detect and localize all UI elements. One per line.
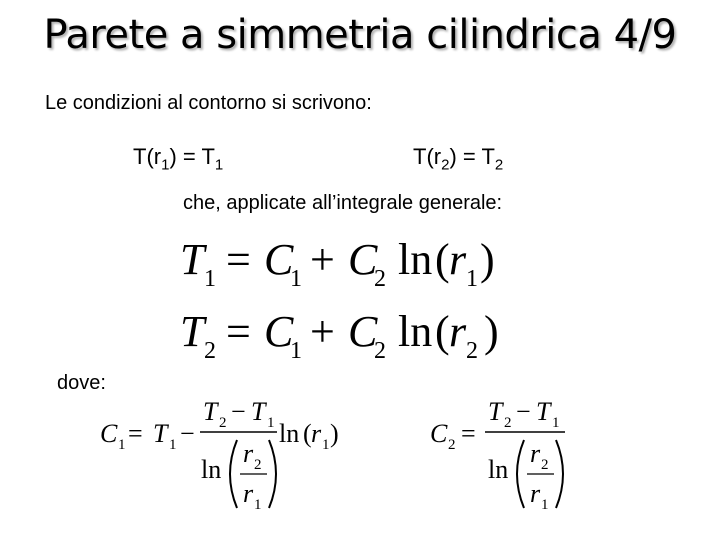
svg-text:ln: ln [201,455,222,484]
svg-text:ln: ln [398,235,433,284]
svg-text:C: C [348,235,378,284]
dove-label: dove: [57,372,106,394]
svg-text:r: r [243,439,254,468]
svg-text:2: 2 [219,415,227,431]
svg-text:T: T [180,307,205,356]
svg-text:=: = [461,419,476,448]
intro-text: Le condizioni al contorno si scrivono: [45,92,372,114]
svg-text:C: C [264,235,294,284]
svg-text:=: = [226,235,251,284]
svg-text:T: T [203,397,218,426]
c2-formula [425,396,575,516]
svg-text:ln: ln [279,419,300,448]
svg-text:1: 1 [552,415,560,431]
svg-text:ln: ln [398,307,433,356]
svg-text:−: − [180,419,195,448]
svg-text:2: 2 [448,437,456,453]
svg-text:1: 1 [118,437,126,453]
svg-text:T: T [180,235,205,284]
svg-text:): ) [330,419,339,448]
svg-text:T: T [153,419,168,448]
svg-text:T: T [251,397,266,426]
svg-text:1: 1 [254,497,262,513]
svg-text:r: r [530,479,541,508]
svg-text:1: 1 [169,437,177,453]
boundary-condition-1: $T(r_1) = T_1$ [133,144,224,174]
svg-text:T: T [536,397,551,426]
svg-text:2: 2 [254,457,262,473]
svg-text:(: ( [435,307,450,356]
svg-text:1: 1 [290,266,302,292]
svg-text:C: C [264,307,294,356]
svg-text:=: = [128,419,143,448]
svg-text:r: r [243,479,254,508]
svg-text:−: − [516,397,531,426]
svg-text:(: ( [435,235,450,284]
svg-text:C: C [430,419,448,448]
svg-text:C: C [348,307,378,356]
svg-text:+: + [310,307,335,356]
svg-text:2: 2 [204,338,216,364]
svg-text:r: r [311,419,322,448]
boundary-condition-2: $T(r_2) = T_2$ [413,144,504,174]
svg-text:(: ( [303,419,312,448]
svg-text:): ) [480,235,495,284]
svg-text:C: C [100,419,118,448]
svg-text:+: + [310,235,335,284]
svg-text:2: 2 [374,266,386,292]
slide-title: Parete a simmetria cilindrica 4/9 [43,12,677,58]
svg-text:1: 1 [466,266,478,292]
svg-text:−: − [231,397,246,426]
svg-text:): ) [484,307,499,356]
svg-text:1: 1 [322,437,330,453]
svg-text:r: r [449,235,467,284]
svg-text:r: r [449,307,467,356]
c1-formula [95,396,345,516]
svg-text:1: 1 [290,338,302,364]
svg-text:1: 1 [541,497,549,513]
svg-text:r: r [530,439,541,468]
svg-text:2: 2 [541,457,549,473]
svg-text:2: 2 [504,415,512,431]
applied-text: che, applicate all’integrale generale: [183,192,503,214]
svg-text:ln: ln [488,455,509,484]
svg-text:1: 1 [204,266,216,292]
equation-t1 [170,228,510,294]
svg-text:1: 1 [267,415,275,431]
svg-text:=: = [226,307,251,356]
svg-text:T: T [488,397,503,426]
svg-text:2: 2 [374,338,386,364]
equation-t2 [170,300,515,366]
svg-text:2: 2 [466,338,478,364]
